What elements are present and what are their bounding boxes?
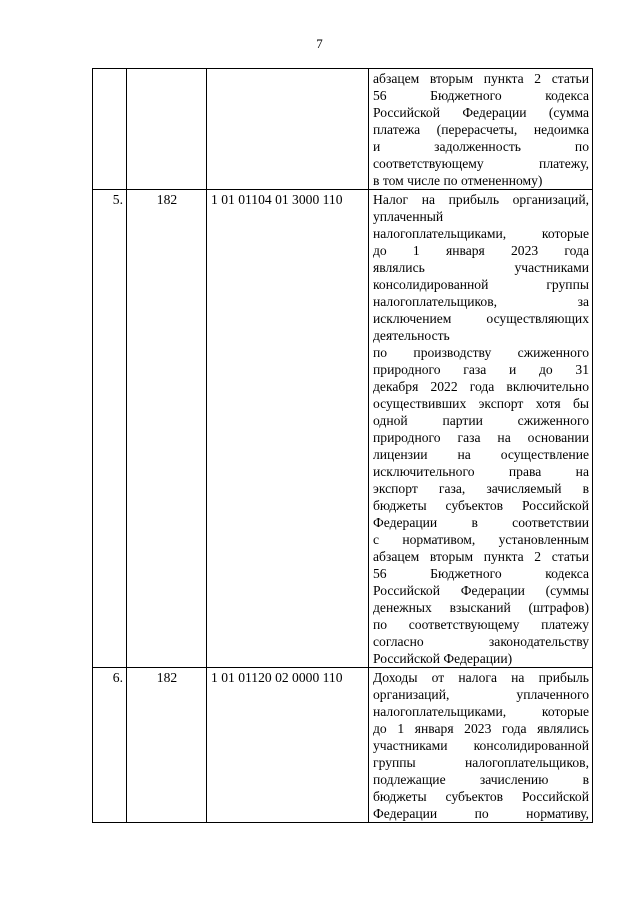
description-line: Доходы от налога на прибыль xyxy=(373,670,589,685)
description-line: бюджеты субъектов Российской xyxy=(373,498,589,513)
description-line: декабря 2022 года включительно xyxy=(373,379,589,394)
description-line: по соответствующему платежу xyxy=(373,617,589,632)
description-line: природного газа и до 31 xyxy=(373,362,589,377)
description-line: уплаченный xyxy=(373,209,444,224)
table-body xyxy=(93,69,593,823)
description-line: налогоплательщиками, которые xyxy=(373,226,589,241)
description-line: Налог на прибыль организаций, xyxy=(373,192,589,207)
description-line: одной партии сжиженного xyxy=(373,413,589,428)
revenue-description xyxy=(369,69,593,190)
description-line: являлись участниками xyxy=(373,260,589,275)
description-line: абзацем вторым пункта 2 статьи xyxy=(373,549,589,564)
description-line: денежных взысканий (штрафов) xyxy=(373,600,589,615)
description-line: организаций, уплаченного xyxy=(373,687,589,702)
admin-code xyxy=(127,69,207,190)
description-line: Российской Федерации (сумма xyxy=(373,105,589,120)
admin-code: 182 xyxy=(127,668,207,823)
description-line: бюджеты субъектов Российской xyxy=(373,789,589,804)
description-line: лицензии на осуществление xyxy=(373,447,589,462)
description-line: подлежащие зачислению в xyxy=(373,772,589,787)
budget-classification-code xyxy=(207,69,369,190)
page-number: 7 xyxy=(316,36,323,51)
admin-code: 182 xyxy=(127,190,207,668)
description-line: абзацем вторым пункта 2 статьи xyxy=(373,71,589,86)
description-line: и задолженность по xyxy=(373,139,589,154)
description-line: налогоплательщиками, которые xyxy=(373,704,589,719)
budget-classification-code: 1 01 01104 01 3000 110 xyxy=(207,190,369,668)
description-line: консолидированной группы xyxy=(373,277,589,292)
description-line: осуществивших экспорт хотя бы xyxy=(373,396,589,411)
description-line: с нормативом, установленным xyxy=(373,532,589,547)
revenue-description xyxy=(369,190,593,668)
description-line: налогоплательщиков, за xyxy=(373,294,589,309)
budget-classification-code: 1 01 01120 02 0000 110 xyxy=(207,668,369,823)
description-line: Российской Федерации) xyxy=(373,651,513,666)
description-line: природного газа на основании xyxy=(373,430,589,445)
description-line: платежа (перерасчеты, недоимка xyxy=(373,122,589,137)
description-line: Федерации в соответствии xyxy=(373,515,589,530)
table-row xyxy=(93,668,593,823)
budget-classification-table xyxy=(92,68,593,823)
revenue-description xyxy=(369,668,593,823)
description-line: исключительного права на xyxy=(373,464,589,479)
description-line: согласно законодательству xyxy=(373,634,589,649)
description-line: до 1 января 2023 года xyxy=(373,243,589,258)
description-line: экспорт газа, зачисляемый в xyxy=(373,481,589,496)
description-line: соответствующему платежу, xyxy=(373,156,589,171)
row-number: 6. xyxy=(93,668,127,823)
description-line: деятельность xyxy=(373,328,450,343)
description-line: Российской Федерации (суммы xyxy=(373,583,589,598)
description-line: в том числе по отмененному) xyxy=(373,173,543,188)
description-line: по производству сжиженного xyxy=(373,345,589,360)
description-line: 56 Бюджетного кодекса xyxy=(373,566,589,581)
row-number xyxy=(93,69,127,190)
description-line: исключением осуществляющих xyxy=(373,311,589,326)
row-number: 5. xyxy=(93,190,127,668)
table-row xyxy=(93,190,593,668)
description-line: Федерации по нормативу, xyxy=(373,806,589,821)
description-line: участниками консолидированной xyxy=(373,738,589,753)
description-line: группы налогоплательщиков, xyxy=(373,755,589,770)
description-line: 56 Бюджетного кодекса xyxy=(373,88,589,103)
table-row xyxy=(93,69,593,190)
description-line: до 1 января 2023 года являлись xyxy=(373,721,589,736)
